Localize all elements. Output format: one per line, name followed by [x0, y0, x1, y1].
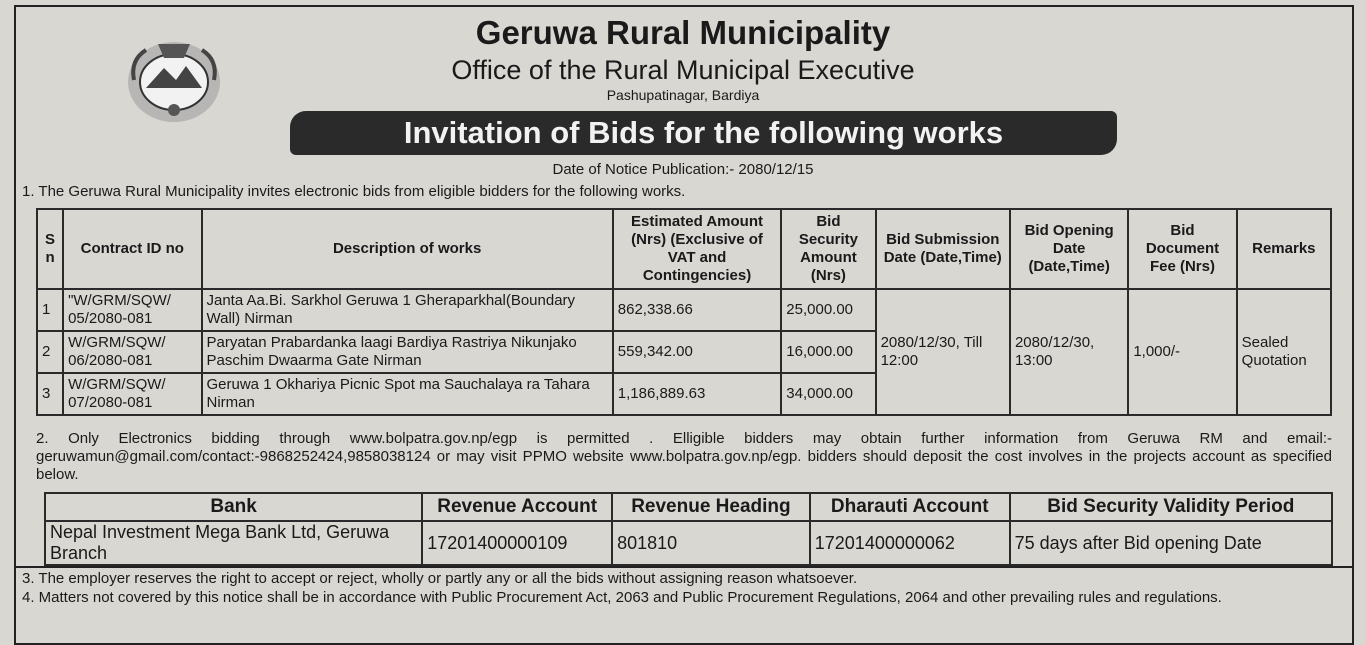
header-contract-id: Contract ID no [63, 209, 201, 289]
cell-sn: 2 [37, 331, 63, 373]
header-validity-period: Bid Security Validity Period [1010, 493, 1332, 521]
bank-table [44, 492, 1333, 566]
cell-security: 25,000.00 [781, 289, 875, 331]
header-bank: Bank [45, 493, 422, 521]
header-revenue-account: Revenue Account [422, 493, 612, 521]
cell-amount: 559,342.00 [613, 331, 782, 373]
cell-contract-id: "W/GRM/SQW/ 05/2080-081 [63, 289, 201, 331]
header-estimated-amount: Estimated Amount (Nrs) (Exclusive of VAT and Contingencies) [613, 209, 782, 289]
cell-remarks: Sealed Quotation [1237, 289, 1331, 415]
municipality-title: Geruwa Rural Municipality [475, 14, 891, 51]
cell-amount: 1,186,889.63 [613, 373, 782, 415]
cell-description: Janta Aa.Bi. Sarkhol Geruwa 1 Gheraparkhal(Boundary Wall) Nirman [202, 289, 613, 331]
header-document-fee: Bid Document Fee (Nrs) [1128, 209, 1236, 289]
header-description: Description of works [202, 209, 613, 289]
cell-description: Paryatan Prabardanka laagi Bardiya Rastriya Nikunjako Paschim Dwaarma Gate Nirman [202, 331, 613, 373]
cell-sn: 3 [37, 373, 63, 415]
cell-security: 34,000.00 [781, 373, 875, 415]
table-row [45, 521, 1332, 565]
cell-revenue-heading: 801810 [612, 521, 810, 565]
cell-submission: 2080/12/30, Till 12:00 [876, 289, 1010, 415]
notice-date: Date of Notice Publication:- 2080/12/15 [552, 161, 814, 178]
table-row [37, 289, 1331, 331]
cell-fee: 1,000/- [1128, 289, 1236, 415]
cell-security: 16,000.00 [781, 331, 875, 373]
cell-opening: 2080/12/30, 13:00 [1010, 289, 1128, 415]
header-remarks: Remarks [1237, 209, 1331, 289]
header-dharauti-account: Dharauti Account [810, 493, 1010, 521]
header-revenue-heading: Revenue Heading [612, 493, 810, 521]
paragraph-4: 4. Matters not covered by this notice shall be in accordance with Public Procurement Act, 2063 and Public Procurement Regulations, 2064 and other prevailing rules and regulations. [22, 589, 1222, 606]
header-opening-date: Bid Opening Date (Date,Time) [1010, 209, 1128, 289]
divider [16, 566, 1352, 568]
header-submission-date: Bid Submission Date (Date,Time) [876, 209, 1010, 289]
office-subtitle: Office of the Rural Municipal Executive [451, 55, 915, 85]
header-bid-security: Bid Security Amount (Nrs) [781, 209, 875, 289]
header-sn: S n [37, 209, 63, 289]
cell-contract-id: W/GRM/SQW/ 07/2080-081 [63, 373, 201, 415]
cell-sn: 1 [37, 289, 63, 331]
paragraph-3: 3. The employer reserves the right to accept or reject, wholly or partly any or all the bids without assigning reason whatsoever. [22, 570, 858, 587]
cell-dharauti-account: 17201400000062 [810, 521, 1010, 565]
cell-amount: 862,338.66 [613, 289, 782, 331]
cell-bank-name: Nepal Investment Mega Bank Ltd, Geruwa Branch [45, 521, 422, 565]
works-table [36, 208, 1332, 416]
address: Pashupatinagar, Bardiya [606, 87, 760, 103]
cell-revenue-account: 17201400000109 [422, 521, 612, 565]
paragraph-2: 2. Only Electronics bidding through www.bolpatra.gov.np/egp is permitted . Elligible bidders may obtain further information from Geruwa RM and email:- geruwamun@gmail.com/contact:-9868252424,9858038124 or may visit PPMO website www.bolpatra.gov.np/egp. bidders should deposit the cost involves in the projects account as specified below. [36, 430, 1332, 483]
banner-heading: Invitation of Bids for the following works [290, 111, 1117, 155]
intro-paragraph: 1. The Geruwa Rural Municipality invites electronic bids from eligible bidders for the following works. [22, 183, 686, 200]
cell-validity-period: 75 days after Bid opening Date [1010, 521, 1332, 565]
cell-description: Geruwa 1 Okhariya Picnic Spot ma Sauchalaya ra Tahara Nirman [202, 373, 613, 415]
cell-contract-id: W/GRM/SQW/ 06/2080-081 [63, 331, 201, 373]
